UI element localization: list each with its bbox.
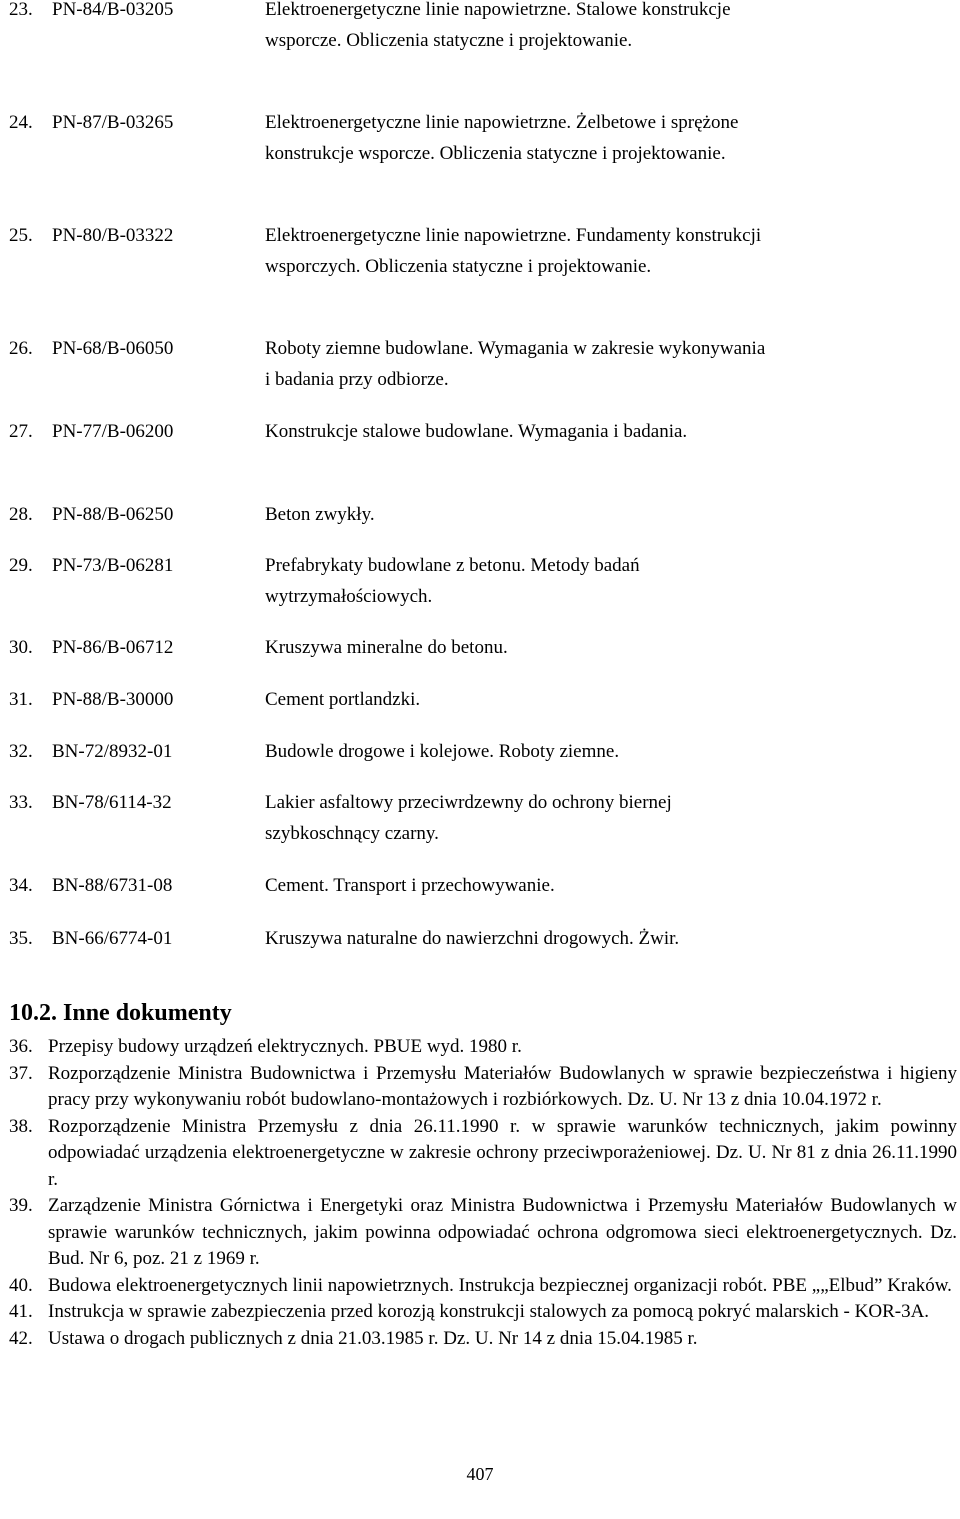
standard-code: PN-86/B-06712 — [52, 637, 174, 658]
standard-title: Prefabrykaty budowlane z betonu. Metody badań wytrzymałościowych. — [265, 555, 640, 607]
item-number: 23. — [9, 0, 33, 20]
item-number: 41. — [9, 1301, 33, 1322]
standard-code: PN-88/B-06250 — [52, 504, 174, 525]
standard-code: PN-68/B-06050 — [52, 338, 174, 359]
list-item — [0, 1326, 960, 1353]
standard-title: Budowle drogowe i kolejowe. Roboty ziemne. — [265, 741, 620, 762]
standard-code: PN-77/B-06200 — [52, 421, 174, 442]
item-number: 26. — [9, 338, 33, 359]
item-number: 40. — [9, 1274, 33, 1296]
standard-code: PN-87/B-03265 — [52, 112, 174, 133]
list-item — [0, 1273, 960, 1300]
standard-code: PN-73/B-06281 — [52, 555, 174, 576]
item-number: 38. — [9, 1115, 33, 1137]
standard-title: Kruszywa mineralne do betonu. — [265, 637, 508, 658]
standard-title: Elektroenergetyczne linie napowietrzne. Żelbetowe i sprężone konstrukcje wsporcze. Obliczenia statyczne i projektowanie. — [265, 112, 739, 164]
item-number: 37. — [9, 1062, 33, 1084]
standard-code: BN-72/8932-01 — [52, 741, 173, 762]
standard-title: Elektroenergetyczne linie napowietrzne. Fundamenty konstrukcji wsporczych. Obliczenia statyczne i projektowanie. — [265, 225, 762, 277]
item-number: 42. — [9, 1327, 33, 1349]
document-text: Rozporządzenie Ministra Przemysłu z dnia 26.11.1990 r. w sprawie warunków technicznych, jakim powinny odpowiadać urządzenia elektroenergetyczne w zakresie ochrony przeciwporażeniowej. Dz. U. Nr 81 z dnia 26.11.1990 r. — [48, 1115, 957, 1190]
page-number: 407 — [466, 1464, 494, 1484]
standard-title: Kruszywa naturalne do nawierzchni drogowych. Żwir. — [265, 928, 680, 949]
other-documents-list — [0, 1034, 960, 1352]
document-text: Budowa elektroenergetycznych linii napowietrznych. Instrukcja bezpiecznej organizacji robót. PBE „„Elbud” Kraków. — [48, 1274, 952, 1296]
item-number: 36. — [9, 1036, 33, 1057]
item-number: 35. — [9, 928, 33, 949]
document-text: Zarządzenie Ministra Górnictwa i Energetyki oraz Ministra Budownictwa i Przemysłu Materiałów Budowlanych w sprawie warunków technicznych, jakim powinna odpowiadać ochrona odgromowa sieci elektroenergetycznych. Dz. Bud. Nr 6, poz. 21 z 1969 r. — [48, 1195, 957, 1269]
standard-title: Cement portlandzki. — [265, 689, 421, 710]
item-number: 34. — [9, 875, 33, 896]
document-text: Rozporządzenie Ministra Budownictwa i Przemysłu Materiałów Budowlanych w sprawie bezpieczeństwa i higieny pracy przy wykonywaniu robót budowlano-montażowych i rozbiórkowych. Dz. U. Nr 13 z dnia 10.04.1972 r. — [48, 1062, 957, 1110]
standard-title: Beton zwykły. — [265, 504, 375, 525]
standard-title: Konstrukcje stalowe budowlane. Wymagania i badania. — [265, 421, 688, 442]
item-number: 27. — [9, 421, 33, 442]
item-number: 32. — [9, 741, 33, 762]
list-item — [0, 1114, 960, 1194]
document-text: Instrukcja w sprawie zabezpieczenia przed korozją konstrukcji stalowych za pomocą pokryć malarskich - KOR-3A. — [48, 1301, 930, 1322]
list-item — [0, 1061, 960, 1114]
standard-code: PN-84/B-03205 — [52, 0, 174, 20]
item-number: 29. — [9, 555, 33, 576]
item-number: 24. — [9, 112, 33, 133]
standard-code: BN-66/6774-01 — [52, 928, 173, 949]
standard-title: Lakier asfaltowy przeciwrdzewny do ochrony biernej szybkoschnący czarny. — [265, 792, 672, 844]
document-text: Przepisy budowy urządzeń elektrycznych. PBUE wyd. 1980 r. — [48, 1036, 522, 1057]
item-number: 25. — [9, 225, 33, 246]
standard-code: PN-80/B-03322 — [52, 225, 174, 246]
standard-code: BN-78/6114-32 — [52, 792, 172, 813]
standard-title: Elektroenergetyczne linie napowietrzne. Stalowe konstrukcje wsporcze. Obliczenia statyczne i projektowanie. — [265, 0, 731, 51]
standard-code: PN-88/B-30000 — [52, 689, 174, 710]
list-item — [0, 1299, 960, 1326]
standard-title: Roboty ziemne budowlane. Wymagania w zakresie wykonywania i badania przy odbiorze. — [265, 338, 766, 390]
item-number: 30. — [9, 637, 33, 658]
item-number: 31. — [9, 689, 33, 710]
standard-title: Cement. Transport i przechowywanie. — [265, 875, 555, 896]
list-item — [0, 1193, 960, 1273]
item-number: 28. — [9, 504, 33, 525]
document-text: Ustawa o drogach publicznych z dnia 21.03.1985 r. Dz. U. Nr 14 z dnia 15.04.1985 r. — [48, 1327, 698, 1349]
item-number: 33. — [9, 792, 33, 813]
item-number: 39. — [9, 1195, 33, 1216]
list-item — [0, 1034, 960, 1061]
standard-code: BN-88/6731-08 — [52, 875, 173, 896]
section-heading: 10.2. Inne dokumenty — [9, 1000, 232, 1026]
